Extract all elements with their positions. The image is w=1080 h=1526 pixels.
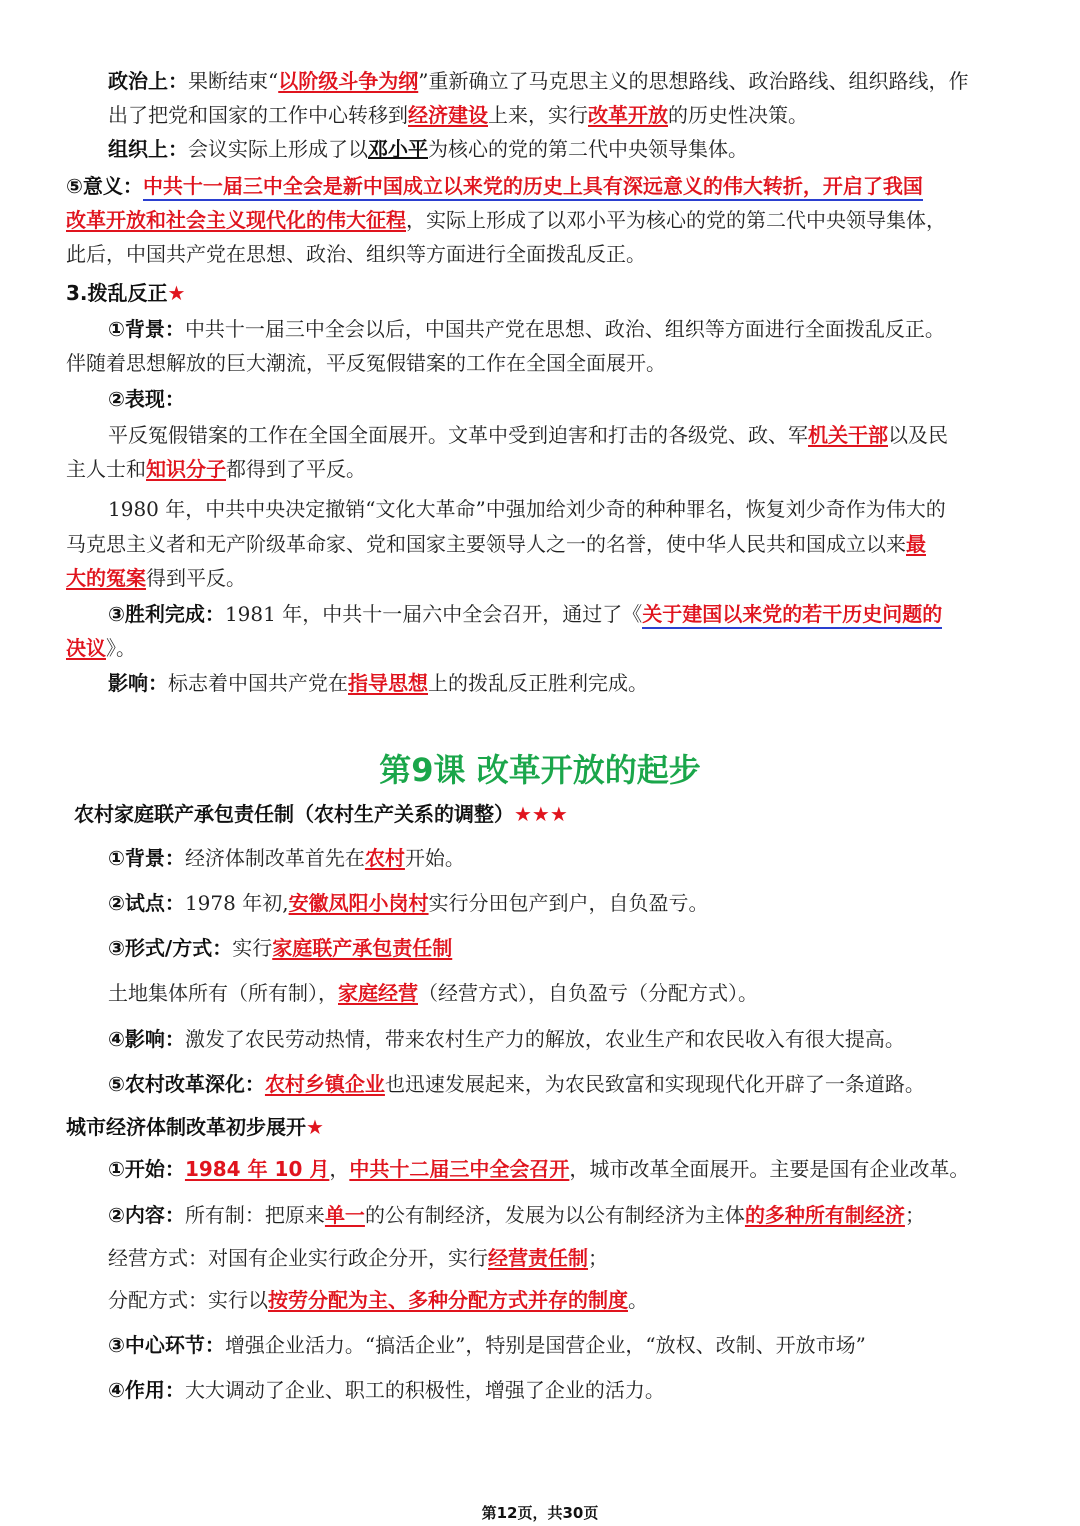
urban-content-line-3: 分配方式：实行以按劳分配为主、多种分配方式并存的制度。 — [108, 1288, 648, 1312]
urban-core-line: ③中心环节：增强企业活力。“搞活企业”，特别是国营企业，“放权、改制、开放市场” — [108, 1333, 866, 1357]
star-icon: ★ — [306, 1115, 324, 1139]
section-heading-rural: 农村家庭联产承包责任制（农村生产关系的调整）★★★ — [74, 802, 568, 826]
key-term: 经营责任制 — [488, 1246, 588, 1270]
liu-shaoqi-line-3: 大的冤案得到平反。 — [66, 566, 246, 590]
core-label: ③中心环节： — [108, 1333, 225, 1357]
rural-background-line: ①背景：经济体制改革首先在农村开始。 — [108, 846, 465, 870]
significance-line-3: 此后，中国共产党在思想、政治、组织等方面进行全面拨乱反正。 — [66, 242, 646, 266]
background-label: ①背景： — [108, 317, 185, 341]
politics-line-2: 出了把党和国家的工作中心转移到经济建设上来，实行改革开放的历史性决策。 — [108, 103, 808, 127]
pilot-label: ②试点： — [108, 891, 185, 915]
key-term: 机关干部 — [808, 423, 888, 447]
deepening-label: ⑤农村改革深化： — [108, 1072, 265, 1096]
page-number: 第12页，共30页 — [481, 1504, 599, 1522]
liu-shaoqi-line-1: 1980 年，中共中央决定撤销“文化大革命”中强加给刘少奇的种种罪名，恢复刘少奇作为伟大的 — [108, 497, 946, 521]
influence-line: 影响：标志着中国共产党在指导思想上的拨乱反正胜利完成。 — [108, 671, 648, 695]
star-icon: ★ — [167, 281, 186, 305]
lesson-title: 第9课 改革开放的起步 — [379, 751, 701, 789]
urban-start-line: ①开始：1984 年 10 月，中共十二届三中全会召开，城市改革全面展开。主要是国有企业改革。 — [108, 1157, 970, 1181]
section-heading-urban: 城市经济体制改革初步展开★ — [66, 1115, 324, 1139]
organization-label: 组织上： — [108, 137, 188, 161]
key-term: 家庭联产承包责任制 — [272, 936, 453, 960]
key-term: 指导思想 — [348, 671, 428, 695]
content-label: ②内容： — [108, 1203, 185, 1227]
significance-line-2: 改革开放和社会主义现代化的伟大征程，实际上形成了以邓小平为核心的党的第二代中央领导集体， — [66, 208, 946, 232]
form-line: ③形式/方式：实行家庭联产承包责任制 — [108, 936, 453, 960]
influence-label: ④影响： — [108, 1027, 185, 1051]
key-statement: 中共十一届三中全会是新中国成立以来党的历史上具有深远意义的伟大转折，开启了我国 — [143, 174, 923, 201]
key-term: 家庭经营 — [338, 981, 418, 1005]
effect-label: ④作用： — [108, 1378, 185, 1402]
start-label: ①开始： — [108, 1157, 185, 1181]
politics-label: 政治上： — [108, 69, 188, 93]
rural-deepening-line: ⑤农村改革深化：农村乡镇企业也迅速发展起来，为农民致富和实现现代化开辟了一条道路。 — [108, 1072, 925, 1096]
form-label: ③形式/方式： — [108, 936, 233, 960]
key-term: 1984 年 10 月 — [184, 1157, 330, 1181]
completion-label: ③胜利完成： — [108, 602, 225, 626]
performance-label: ②表现： — [108, 387, 185, 411]
key-term: 大的冤案 — [66, 566, 146, 590]
politics-line-1: 政治上：果断结束“以阶级斗争为纲”重新确立了马克思主义的思想路线、政治路线、组织路线，作 — [108, 69, 969, 93]
completion-line-2: 决议》。 — [66, 636, 136, 660]
influence-label: 影响： — [108, 671, 168, 695]
rural-influence-line: ④影响：激发了农民劳动热情，带来农村生产力的解放，农业生产和农民收入有很大提高。 — [108, 1027, 905, 1051]
key-term: 最 — [906, 532, 926, 556]
section-heading-boluan: 3.拨乱反正★ — [66, 281, 186, 305]
key-term: 按劳分配为主、多种分配方式并存的制度 — [268, 1288, 628, 1312]
liu-shaoqi-line-2: 马克思主义者和无产阶级革命家、党和国家主要领导人之一的名誉，使中华人民共和国成立以来最 — [66, 532, 926, 556]
key-term: 中共十二届三中全会召开 — [349, 1157, 570, 1181]
completion-line-1: ③胜利完成：1981 年，中共十一届六中全会召开，通过了《关于建国以来党的若干历史问题的 — [108, 597, 1080, 631]
key-statement: 改革开放和社会主义现代化的伟大征程 — [66, 208, 406, 232]
key-term: 关于建国以来党的若干历史问题的 — [642, 602, 942, 629]
significance-line-1 — [66, 169, 1080, 203]
key-term: 农村乡镇企业 — [264, 1072, 385, 1096]
significance-label: ⑤意义： — [66, 174, 143, 198]
key-person: 邓小平 — [368, 137, 428, 161]
background-line-1: ①背景：中共十一届三中全会以后，中国共产党在思想、政治、组织等方面进行全面拨乱反正。 — [108, 317, 945, 341]
key-term: 改革开放 — [588, 103, 668, 127]
key-term: 知识分子 — [146, 457, 226, 481]
pilot-line: ②试点：1978 年初,安徽凤阳小岗村实行分田包产到户，自负盈亏。 — [108, 891, 709, 915]
key-term: 的多种所有制经济 — [744, 1203, 905, 1227]
performance-line-2: 主人士和知识分子都得到了平反。 — [66, 457, 366, 481]
urban-effect-line: ④作用：大大调动了企业、职工的积极性，增强了企业的活力。 — [108, 1378, 665, 1402]
performance-heading — [108, 382, 1080, 416]
background-line-2: 伴随着思想解放的巨大潮流，平反冤假错案的工作在全国全面展开。 — [66, 351, 666, 375]
performance-line-1: 平反冤假错案的工作在全国全面展开。文革中受到迫害和打击的各级党、政、军机关干部以及民 — [108, 423, 948, 447]
organization-line: 组织上：会议实际上形成了以邓小平为核心的党的第二代中央领导集体。 — [108, 137, 748, 161]
key-term: 经济建设 — [408, 103, 488, 127]
star-rating-icon: ★★★ — [514, 802, 568, 826]
key-term: 安徽凤阳小岗村 — [288, 891, 429, 915]
key-term: 农村 — [364, 846, 405, 870]
background-label: ①背景： — [108, 846, 185, 870]
key-term: 决议 — [66, 636, 106, 660]
key-term: 单一 — [324, 1203, 365, 1227]
urban-content-line-1: ②内容：所有制：把原来单一的公有制经济，发展为以公有制经济为主体的多种所有制经济； — [108, 1203, 925, 1227]
key-term: 以阶级斗争为纲 — [278, 69, 419, 93]
urban-content-line-2: 经营方式：对国有企业实行政企分开，实行经营责任制； — [108, 1246, 608, 1270]
form-detail-line: 土地集体所有（所有制），家庭经营（经营方式），自负盈亏（分配方式）。 — [108, 981, 758, 1005]
